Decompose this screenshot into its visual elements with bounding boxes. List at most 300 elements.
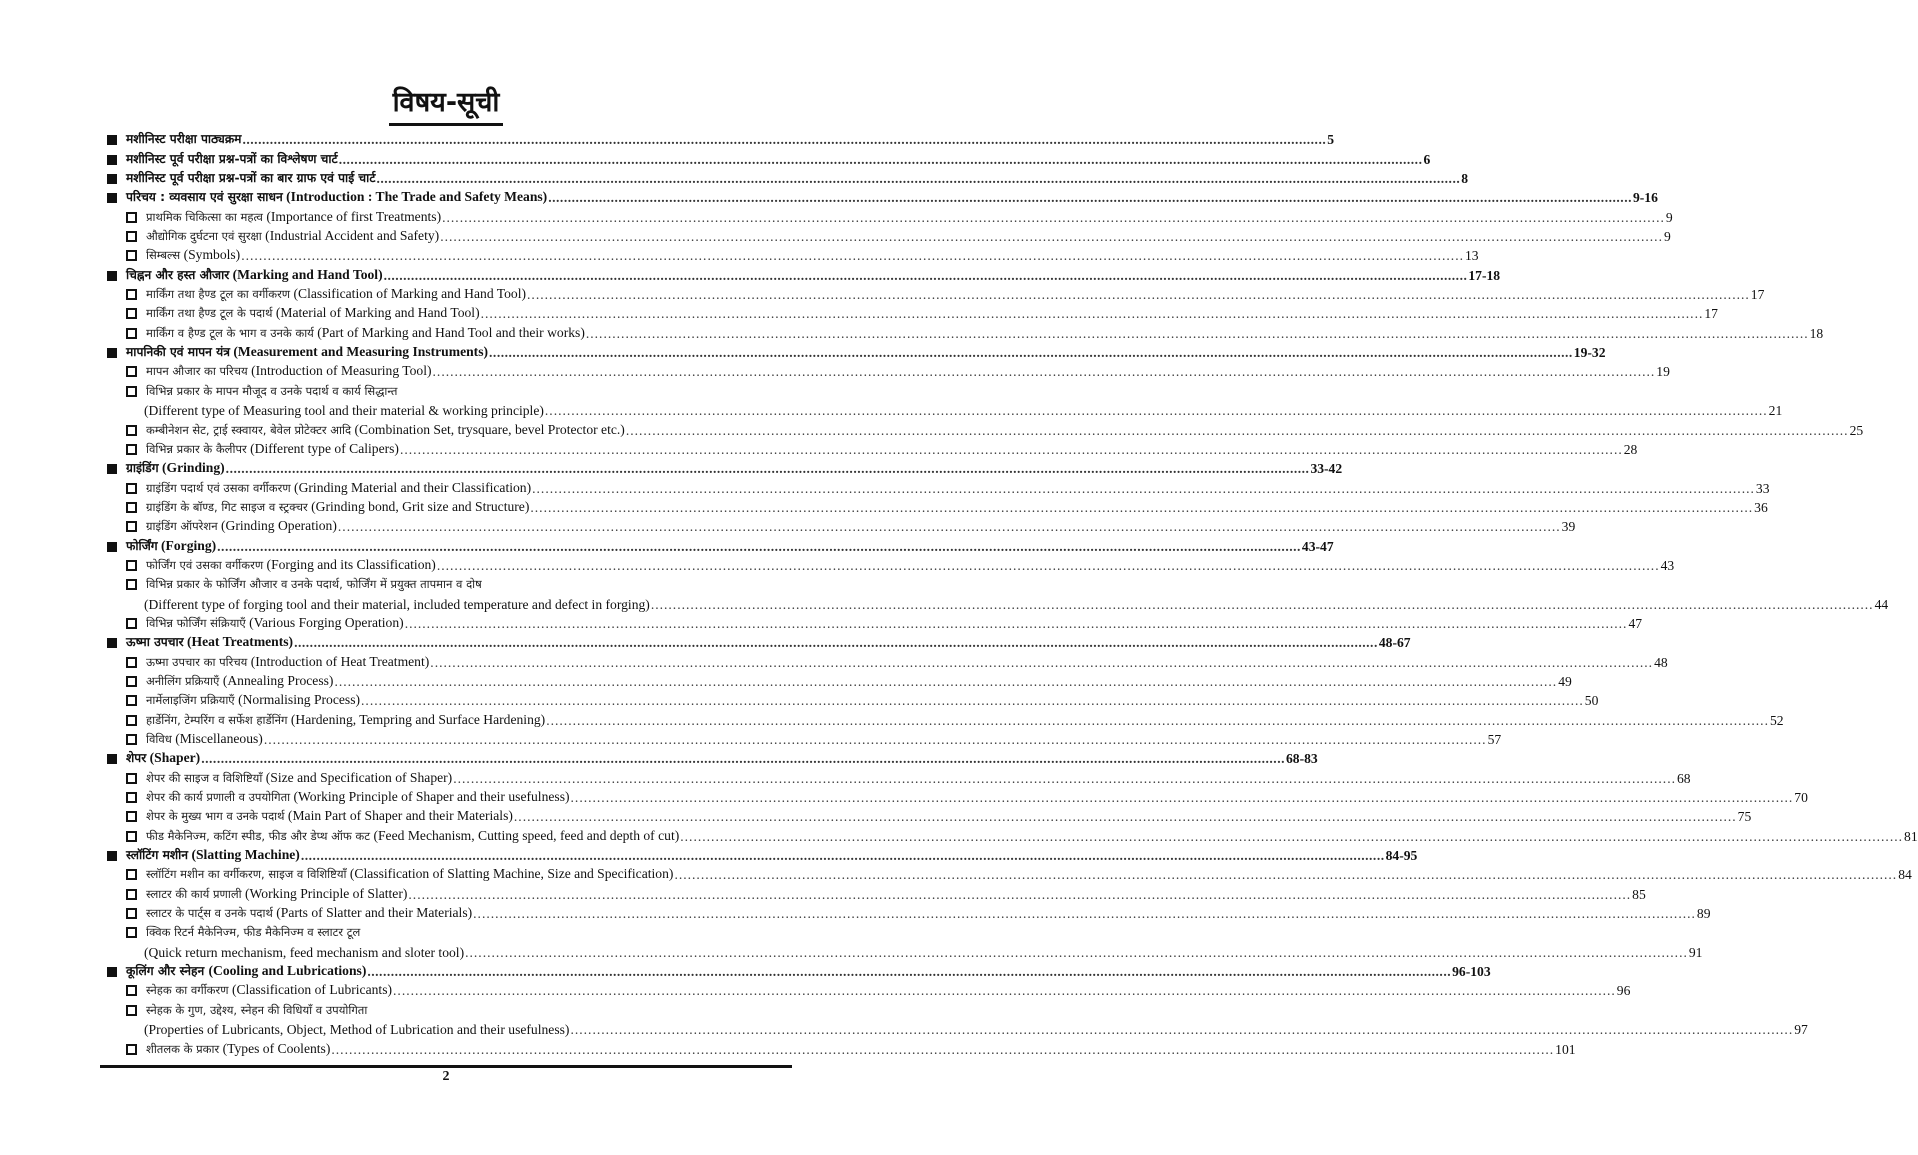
entry-label: [126, 536, 216, 556]
entry-page-number: 50: [1584, 693, 1599, 709]
entry-label: [146, 323, 585, 343]
dot-leader: [674, 865, 1897, 884]
toc-subentry[interactable]: [107, 710, 1784, 729]
entry-english-title: (Classification of Lubricants): [231, 982, 393, 998]
hollow-square-bullet-icon: [126, 502, 137, 513]
hollow-square-bullet-icon: [126, 521, 137, 532]
entry-hindi-title: मशीनिस्ट पूर्व परीक्षा प्रश्न-पत्रों का बार ग्राफ एवं पाई चार्ट: [126, 171, 376, 186]
entry-hindi-title: ग्राइंडिंग पदार्थ एवं उसका वर्गीकरण: [146, 480, 291, 495]
entry-english-title: (Introduction of Heat Treatment): [250, 653, 430, 669]
entry-english-title: (Normalising Process): [238, 692, 361, 708]
entry-hindi-title: सिम्बल्स: [146, 248, 181, 263]
entry-page-number: 47: [1628, 615, 1643, 631]
entry-label: [146, 516, 337, 536]
dot-leader: [626, 421, 1849, 440]
dot-leader: [680, 827, 1903, 846]
dot-leader: [586, 324, 1809, 343]
entry-label: [126, 845, 300, 865]
toc-subentry[interactable]: [107, 865, 1912, 884]
entry-hindi-title: शेपर की कार्य प्रणाली व उपयोगिता: [146, 790, 291, 805]
dot-leader: [514, 807, 1737, 826]
entry-english-title: (Main Part of Shaper and their Materials): [287, 808, 513, 824]
toc-section-entry[interactable]: [107, 536, 1334, 555]
hollow-square-bullet-icon: [126, 328, 137, 339]
entry-page-number: 49: [1558, 673, 1572, 689]
entry-english-title: (Slatting Machine): [191, 847, 300, 863]
entry-label: [146, 768, 452, 788]
entry-english-title: (Properties of Lubricants, Object, Method of Lubrication and their usefulness): [144, 1022, 570, 1038]
entry-page-number: 9: [1665, 209, 1673, 225]
entry-label: [126, 961, 366, 981]
entry-page-number: 101: [1555, 1041, 1576, 1057]
dot-leader: [361, 691, 1584, 710]
entry-english-title: (Importance of first Treatments): [266, 208, 442, 224]
entry-hindi-title: कूलिंग और स्नेहन: [126, 964, 209, 979]
entry-page-number: 48-67: [1378, 635, 1411, 651]
toc-subentry-continuation[interactable]: [107, 1020, 1808, 1039]
entry-page-number: 19: [1656, 364, 1670, 380]
entry-english-title: (Material of Marking and Hand Tool): [275, 305, 480, 321]
entry-hindi-title: ऊष्मा उपचार का परिचय: [146, 654, 248, 669]
entry-english-title: (Forging): [161, 537, 217, 553]
hollow-square-bullet-icon: [126, 366, 137, 377]
dot-leader: [570, 1020, 1793, 1039]
dot-leader: [384, 266, 1468, 285]
entry-hindi-title: स्नेहक के गुण, उद्देश्य, स्नेहन की विधियाँ व उपयोगिता: [146, 1002, 368, 1017]
toc-subentry[interactable]: [107, 498, 1768, 517]
entry-label: [146, 652, 429, 672]
toc-subentry[interactable]: [107, 652, 1668, 671]
title-container: [0, 86, 892, 126]
entry-english-title: (Different type of Measuring tool and their material & working principle): [144, 403, 544, 419]
entry-hindi-title: मार्किंग तथा हैण्ड टूल के पदार्थ: [146, 306, 273, 321]
dot-leader: [264, 730, 1487, 749]
entry-page-number: 8: [1461, 171, 1469, 187]
hollow-square-bullet-icon: [126, 889, 137, 900]
entry-hindi-title: ग्राइंडिंग के बॉण्ड, गिट साइज व स्ट्रक्चर: [146, 499, 308, 514]
entry-hindi-title: क्विक रिटर्न मैकेनिज्म, फीड मैकेनिज्म व स्लाटर टूल: [146, 925, 361, 940]
entry-page-number: 96-103: [1452, 964, 1491, 980]
entry-english-title: (Forging and its Classification): [266, 556, 436, 572]
toc-subentry[interactable]: [107, 807, 1752, 826]
toc-subentry[interactable]: [107, 884, 1646, 903]
entry-label: [146, 420, 625, 440]
entry-label: [146, 381, 397, 401]
dot-leader: [408, 885, 1631, 904]
entry-label: [146, 922, 360, 942]
dot-leader: [546, 711, 1769, 730]
dot-leader: [465, 943, 1688, 962]
entry-hindi-title: चिह्नन और हस्त औजार: [126, 267, 230, 282]
entry-english-title: (Quick return mechanism, feed mechanism and sloter tool): [144, 944, 465, 960]
hollow-square-bullet-icon: [126, 927, 137, 938]
entry-page-number: 44: [1874, 596, 1889, 612]
entry-hindi-title: ऊष्मा उपचार: [126, 635, 184, 650]
toc-section-entry[interactable]: [107, 459, 1343, 478]
entry-label: [146, 710, 545, 730]
entry-english-title: (Part of Marking and Hand Tool and their works): [317, 324, 585, 340]
entry-label: [146, 439, 399, 459]
entry-label: [146, 284, 526, 304]
hollow-square-bullet-icon: [126, 908, 137, 919]
toc-subentry[interactable]: [107, 575, 790, 594]
hollow-square-bullet-icon: [126, 869, 137, 880]
entry-page-number: 18: [1809, 325, 1824, 341]
dot-leader: [226, 459, 1310, 478]
entry-page-number: 6: [1423, 151, 1431, 167]
entry-label: [146, 555, 436, 575]
toc-section-entry[interactable]: [107, 169, 1469, 188]
dot-leader: [530, 498, 1753, 517]
entry-english-title: (Grinding): [161, 460, 225, 476]
entry-page-number: 39: [1561, 519, 1576, 535]
entry-hindi-title: विभिन्न प्रकार के कैलीपर: [146, 441, 247, 456]
toc-subentry[interactable]: [107, 1039, 1576, 1058]
entry-hindi-title: हार्डेनिंग, टेम्परिंग व सर्फेश हार्डेनिंग: [146, 712, 288, 727]
entry-page-number: 25: [1849, 422, 1864, 438]
toc-subentry[interactable]: [107, 440, 1638, 459]
entry-page-number: 85: [1632, 886, 1646, 902]
dot-leader: [481, 304, 1704, 323]
entry-hindi-title: औद्योगिक दुर्घटना एवं सुरक्षा: [146, 229, 262, 244]
entry-page-number: 43: [1660, 557, 1675, 573]
entry-hindi-title: मशीनिस्ट परीक्षा पाठ्यक्रम: [126, 132, 242, 147]
toc-subentry[interactable]: [107, 923, 790, 942]
dot-leader: [376, 169, 1460, 188]
hollow-square-bullet-icon: [126, 308, 137, 319]
filled-square-bullet-icon: [107, 542, 117, 552]
toc-section-entry[interactable]: [107, 846, 1418, 865]
entry-english-title: (Cooling and Lubrications): [208, 963, 367, 979]
toc-subentry[interactable]: [107, 323, 1824, 342]
entry-english-title: (Classification of Marking and Hand Tool): [293, 286, 527, 302]
entry-hindi-title: मापनिकी एवं मापन यंत्र: [126, 345, 230, 360]
toc-subentry[interactable]: [107, 517, 1576, 536]
entry-label: [146, 574, 482, 594]
entry-page-number: 33-42: [1310, 461, 1343, 477]
hollow-square-bullet-icon: [126, 1005, 137, 1016]
entry-english-title: (Heat Treatments): [187, 634, 294, 650]
toc-section-entry[interactable]: [107, 149, 1431, 168]
dot-leader: [430, 653, 1653, 672]
entry-hindi-title: मापन औजार का परिचय: [146, 364, 248, 379]
toc-subentry[interactable]: [107, 826, 1918, 845]
filled-square-bullet-icon: [107, 193, 117, 203]
entry-label: [126, 748, 200, 768]
toc-section-entry[interactable]: [107, 633, 1411, 652]
dot-leader: [242, 130, 1326, 149]
toc-section-entry[interactable]: [107, 749, 1318, 768]
entry-hindi-title: स्लॉटिंग मशीन: [126, 848, 189, 863]
entry-english-title: (Grinding bond, Grit size and Structure): [311, 498, 530, 514]
entry-label: [126, 458, 225, 478]
entry-english-title: (Grinding Operation): [220, 518, 337, 534]
entry-page-number: 84-95: [1385, 848, 1418, 864]
toc-subentry[interactable]: [107, 362, 1670, 381]
toc-subentry[interactable]: [107, 672, 1572, 691]
entry-label: [146, 1039, 330, 1059]
dot-leader: [527, 285, 1750, 304]
toc-subentry[interactable]: [107, 556, 1675, 575]
entry-page-number: 91: [1688, 944, 1703, 960]
entry-label: [146, 226, 439, 246]
filled-square-bullet-icon: [107, 967, 117, 977]
dot-leader: [201, 749, 1285, 768]
toc-subentry-continuation[interactable]: [107, 942, 1703, 961]
filled-square-bullet-icon: [107, 174, 117, 184]
entry-page-number: 68-83: [1285, 751, 1318, 767]
entry-hindi-title: ग्राइंडिंग ऑपरेशन: [146, 519, 218, 534]
entry-label: [146, 303, 480, 323]
table-of-contents: [107, 130, 1918, 1059]
toc-subentry[interactable]: [107, 285, 1765, 304]
dot-leader: [545, 401, 1768, 420]
toc-subentry[interactable]: [107, 304, 1718, 323]
toc-subentry[interactable]: [107, 381, 790, 400]
toc-subentry-continuation[interactable]: [107, 401, 1783, 420]
hollow-square-bullet-icon: [126, 715, 137, 726]
entry-hindi-title: स्लॉटिंग मशीन का वर्गीकरण, साइज व विशिष्टियाँ: [146, 867, 347, 882]
entry-label: [146, 245, 240, 265]
dot-leader: [433, 362, 1656, 381]
entry-english-title: (Parts of Slatter and their Materials): [276, 905, 473, 921]
entry-label: [146, 980, 392, 1000]
page-number: 2: [442, 1069, 450, 1084]
entry-hindi-title: फोर्जिंग एवं उसका वर्गीकरण: [146, 557, 264, 572]
entry-english-title: (Marking and Hand Tool): [232, 266, 383, 282]
hollow-square-bullet-icon: [126, 444, 137, 455]
entry-label: [146, 361, 432, 381]
dot-leader: [453, 769, 1676, 788]
entry-page-number: 17: [1704, 306, 1718, 322]
entry-hindi-title: स्लाटर की कार्य प्रणाली: [146, 886, 242, 901]
entry-page-number: 89: [1696, 906, 1711, 922]
toc-section-entry[interactable]: [107, 265, 1501, 284]
filled-square-bullet-icon: [107, 638, 117, 648]
toc-section-entry[interactable]: [107, 188, 1658, 207]
dot-leader: [532, 479, 1755, 498]
toc-section-entry[interactable]: [107, 962, 1491, 981]
toc-subentry[interactable]: [107, 420, 1864, 439]
entry-english-title: (Different type of Calipers): [250, 440, 399, 456]
entry-english-title: (Industrial Accident and Safety): [265, 228, 440, 244]
entry-label: [146, 884, 407, 904]
hollow-square-bullet-icon: [126, 695, 137, 706]
entry-english-title: (Types of Coolents): [222, 1040, 331, 1056]
dot-leader: [241, 246, 1464, 265]
toc-subentry[interactable]: [107, 614, 1643, 633]
dot-leader: [405, 614, 1628, 633]
filled-square-bullet-icon: [107, 271, 117, 281]
toc-subentry[interactable]: [107, 1000, 790, 1019]
entry-label: [146, 729, 263, 749]
entry-english-title: (Grinding Material and their Classification): [294, 479, 532, 495]
entry-hindi-title: नार्मेलाइजिंग प्रक्रियाएँ: [146, 693, 235, 708]
entry-english-title: (Working Principle of Slatter): [245, 885, 408, 901]
toc-subentry[interactable]: [107, 478, 1770, 497]
filled-square-bullet-icon: [107, 464, 117, 474]
hollow-square-bullet-icon: [126, 773, 137, 784]
toc-subentry[interactable]: [107, 691, 1599, 710]
entry-label: [146, 903, 472, 923]
dot-leader: [339, 150, 1423, 169]
toc-section-entry[interactable]: [107, 343, 1606, 362]
entry-page-number: 97: [1794, 1022, 1808, 1038]
filled-square-bullet-icon: [107, 348, 117, 358]
entry-label: [146, 207, 441, 227]
entry-label: [126, 632, 293, 652]
entry-label: [126, 168, 375, 188]
entry-hindi-title: शेपर: [126, 751, 147, 766]
entry-hindi-title: कम्बीनेशन सेट, ट्राई स्क्वायर, बेवेल प्रोटेक्टर आदि: [146, 422, 352, 437]
toc-section-entry[interactable]: [107, 130, 1335, 149]
toc-subentry[interactable]: [107, 904, 1711, 923]
dot-leader: [400, 440, 1623, 459]
entry-hindi-title: शेपर के मुख्य भाग व उनके पदार्थ: [146, 809, 285, 824]
entry-english-title: (Combination Set, trysquare, bevel Protector etc.): [354, 421, 625, 437]
entry-english-title: (Shaper): [149, 750, 201, 766]
dot-leader: [367, 962, 1451, 981]
toc-subentry[interactable]: [107, 207, 1673, 226]
entry-hindi-title: फोर्जिंग: [126, 538, 158, 553]
entry-label: [146, 613, 404, 633]
entry-page-number: 96: [1616, 983, 1631, 999]
dot-leader: [442, 208, 1665, 227]
entry-english-title: (Symbols): [183, 247, 241, 263]
entry-page-number: 17: [1750, 287, 1765, 303]
entry-hindi-title: मार्किंग तथा हैण्ड टूल का वर्गीकरण: [146, 287, 291, 302]
footer-rule: [100, 1065, 792, 1068]
dot-leader: [331, 1040, 1554, 1059]
entry-english-title: (Feed Mechanism, Cutting speed, feed and depth of cut): [373, 827, 680, 843]
toc-subentry[interactable]: [107, 788, 1808, 807]
toc-subentry[interactable]: [107, 768, 1691, 787]
entry-page-number: 19-32: [1573, 345, 1606, 361]
entry-hindi-title: विभिन्न प्रकार के मापन मौजूद व उनके पदार्थ व कार्य सिद्धान्त: [146, 383, 398, 398]
hollow-square-bullet-icon: [126, 1044, 137, 1055]
hollow-square-bullet-icon: [126, 811, 137, 822]
entry-page-number: 84: [1898, 867, 1912, 883]
entry-english-title: (Miscellaneous): [175, 731, 263, 746]
entry-page-number: 48: [1654, 654, 1668, 670]
hollow-square-bullet-icon: [126, 831, 137, 842]
hollow-square-bullet-icon: [126, 579, 137, 590]
dot-leader: [651, 595, 1874, 614]
entry-hindi-title: विभिन्न फोर्जिंग संक्रियाएँ: [146, 615, 246, 630]
entry-page-number: 36: [1754, 499, 1768, 515]
dot-leader: [440, 227, 1663, 246]
hollow-square-bullet-icon: [126, 212, 137, 223]
entry-english-title: (Hardening, Tempring and Surface Hardening): [290, 711, 546, 727]
toc-subentry-continuation[interactable]: [107, 594, 1889, 613]
entry-page-number: 68: [1676, 770, 1691, 786]
filled-square-bullet-icon: [107, 754, 117, 764]
entry-label: [146, 787, 570, 807]
entry-page-number: 9-16: [1632, 190, 1658, 206]
hollow-square-bullet-icon: [126, 386, 137, 397]
hollow-square-bullet-icon: [126, 676, 137, 687]
entry-label: [146, 497, 529, 517]
entry-hindi-title: स्नेहक का वर्गीकरण: [146, 983, 229, 998]
entry-page-number: 33: [1755, 480, 1770, 496]
dot-leader: [548, 188, 1632, 207]
entry-label: [146, 826, 679, 846]
dot-leader: [217, 537, 1301, 556]
dot-leader: [393, 981, 1616, 1000]
entry-page-number: 81: [1904, 828, 1918, 844]
hollow-square-bullet-icon: [126, 657, 137, 668]
hollow-square-bullet-icon: [126, 250, 137, 261]
toc-subentry[interactable]: [107, 730, 1502, 749]
entry-page-number: 17-18: [1468, 267, 1501, 283]
entry-page-number: 43-47: [1301, 538, 1334, 554]
toc-subentry[interactable]: [107, 227, 1671, 246]
entry-hindi-title: फीड मैकेनिज्म, कटिंग स्पीड, फीड और डेप्थ ऑफ कट: [146, 828, 371, 843]
dot-leader: [571, 788, 1794, 807]
entry-hindi-title: मशीनिस्ट पूर्व परीक्षा प्रश्न-पत्रों का विश्लेषण चार्ट: [126, 151, 338, 166]
entry-english-title: (Introduction : The Trade and Safety Means): [286, 189, 548, 205]
entry-hindi-title: शेपर की साइज व विशिष्टियाँ: [146, 770, 263, 785]
entry-hindi-title: शीतलक के प्रकार: [146, 1041, 220, 1056]
entry-page-number: 5: [1327, 132, 1335, 148]
toc-subentry[interactable]: [107, 981, 1631, 1000]
entry-english-title: (Various Forging Operation): [249, 614, 404, 630]
entry-label: [126, 265, 383, 285]
entry-english-title: (Introduction of Measuring Tool): [251, 363, 432, 379]
entry-page-number: 75: [1737, 809, 1752, 825]
entry-label: [146, 690, 360, 710]
entry-hindi-title: विभिन्न प्रकार के फोर्जिंग औजार व उनके पदार्थ, फोर्जिंग में प्रयुक्त तापमान व दोष: [146, 577, 482, 592]
entry-english-title: (Measurement and Measuring Instruments): [233, 344, 489, 360]
entry-english-title: (Classification of Slatting Machine, Size and Specification): [349, 866, 674, 882]
entry-label: [126, 187, 547, 207]
entry-english-title: (Different type of forging tool and their material, included temperature and defect in forging): [144, 596, 650, 612]
entry-page-number: 13: [1464, 248, 1479, 264]
hollow-square-bullet-icon: [126, 425, 137, 436]
entry-label: [126, 129, 241, 149]
page-title: विषय-सूची: [389, 86, 504, 126]
dot-leader: [334, 672, 1557, 691]
entry-english-title: (Working Principle of Shaper and their usefulness): [293, 789, 570, 805]
entry-page-number: 70: [1794, 790, 1808, 806]
entry-hindi-title: स्लाटर के पार्ट्स व उनके पदार्थ: [146, 906, 273, 921]
entry-page-number: 57: [1487, 732, 1502, 747]
hollow-square-bullet-icon: [126, 792, 137, 803]
dot-leader: [338, 517, 1561, 536]
hollow-square-bullet-icon: [126, 483, 137, 494]
toc-subentry[interactable]: [107, 246, 1479, 265]
hollow-square-bullet-icon: [126, 560, 137, 571]
entry-page-number: 9: [1663, 229, 1671, 245]
entry-page-number: 52: [1769, 712, 1784, 728]
hollow-square-bullet-icon: [126, 985, 137, 996]
hollow-square-bullet-icon: [126, 734, 137, 745]
entry-hindi-title: विविध: [146, 732, 172, 746]
dot-leader: [301, 846, 1385, 865]
entry-hindi-title: प्राथमिक चिकित्सा का महत्व: [146, 209, 263, 224]
entry-label: [126, 149, 338, 169]
entry-label: [146, 671, 333, 691]
hollow-square-bullet-icon: [126, 618, 137, 629]
filled-square-bullet-icon: [107, 155, 117, 165]
filled-square-bullet-icon: [107, 851, 117, 861]
entry-label: [146, 806, 513, 826]
hollow-square-bullet-icon: [126, 289, 137, 300]
dot-leader: [437, 556, 1660, 575]
entry-hindi-title: ग्राइंडिंग: [126, 461, 159, 476]
entry-label: [146, 864, 673, 884]
entry-hindi-title: परिचय : व्यवसाय एवं सुरक्षा साधन: [126, 190, 283, 205]
